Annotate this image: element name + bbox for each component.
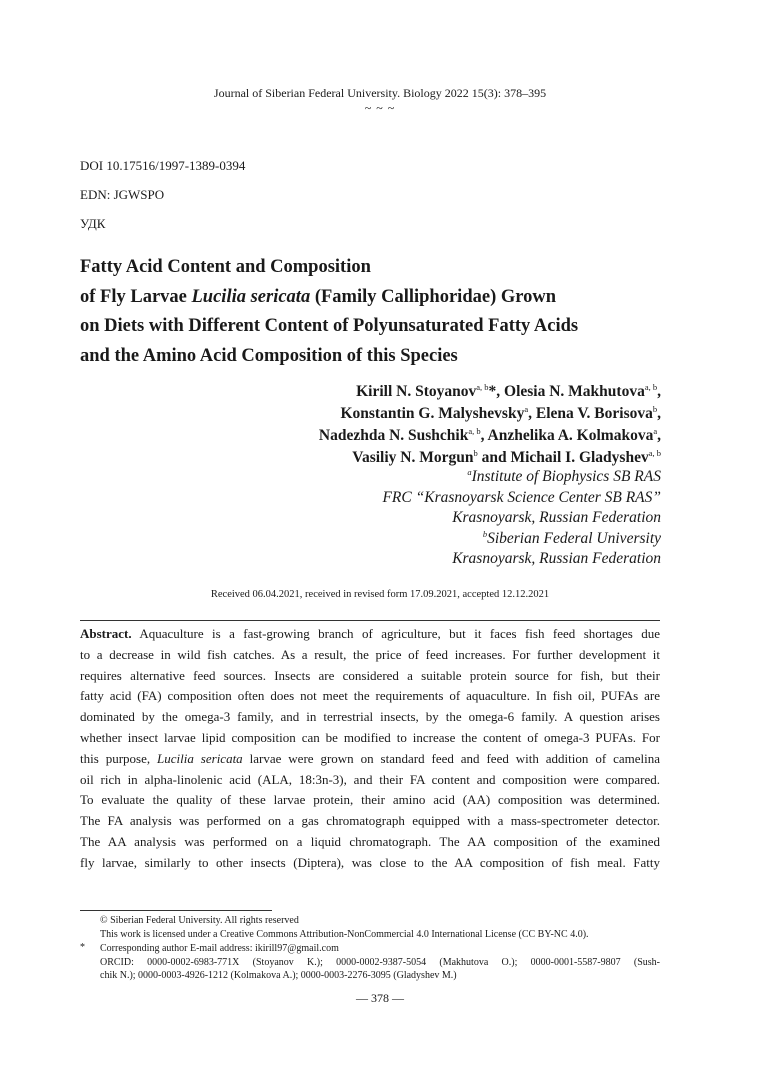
orcid-line-2: chik N.); 0000-0003-4926-1212 (Kolmakova A.); 0000-0003-2276-3095 (Gladyshev M.) bbox=[100, 970, 457, 981]
affiliation-mark: b bbox=[473, 448, 478, 458]
footnote-rule bbox=[80, 910, 272, 911]
species-name: Lucilia sericata bbox=[157, 750, 243, 766]
title-text: (Family Calliphoridae) Grown bbox=[310, 286, 557, 307]
affiliation-list bbox=[382, 467, 661, 570]
affiliation-mark: a, b bbox=[468, 426, 481, 436]
abstract-line bbox=[80, 624, 660, 645]
affiliation-a-line-3: Krasnoyarsk, Russian Federation bbox=[452, 509, 661, 526]
journal-citation: Journal of Siberian Federal University. Biology 2022 15(3): 378–395 bbox=[213, 86, 547, 100]
author-line-4 bbox=[319, 447, 661, 469]
abstract-line: to a decrease in wild fish catches. As a result, the price of feed increases. For further development it bbox=[80, 646, 660, 662]
author-name: Vasiliy N. Morgun bbox=[352, 449, 474, 466]
affiliation-a bbox=[382, 467, 661, 488]
title-line-4: and the Amino Acid Composition of this Species bbox=[80, 345, 458, 366]
abstract-rule bbox=[80, 620, 660, 621]
udk: УДК bbox=[80, 216, 106, 231]
separator: and bbox=[477, 449, 511, 466]
affiliation-mark: b bbox=[482, 528, 488, 539]
abstract-line: The AA analysis was performed on a liquid chromatograph. The AA composition of the examined bbox=[80, 833, 660, 849]
title-text: of Fly Larvae bbox=[80, 286, 192, 307]
title-line-1: Fatty Acid Content and Composition bbox=[80, 257, 371, 277]
abstract-line: requires alternative feed sources. Insects are considered a suitable protein source for fish, but their bbox=[80, 667, 660, 683]
affiliation-mark: a bbox=[467, 467, 472, 477]
species-name: Lucilia sericata bbox=[191, 286, 311, 307]
author-list bbox=[319, 381, 661, 469]
abstract-line: dominated by the omega-3 family, and in terrestrial insects, by the omega-6 family. A question arises bbox=[80, 709, 660, 725]
header-separator: ~ ~ ~ bbox=[364, 101, 396, 115]
separator: , bbox=[657, 427, 661, 444]
author-name: Nadezhda N. Sushchik bbox=[318, 427, 469, 444]
separator: , bbox=[496, 383, 501, 400]
page-number: — 378 — bbox=[356, 991, 404, 1005]
affiliation-mark: a, b bbox=[644, 382, 658, 392]
edn: EDN: JGWSPO bbox=[80, 187, 165, 202]
author-name: Kirill N. Stoyanov bbox=[356, 383, 477, 400]
abstract-line bbox=[80, 749, 660, 770]
abstract-text: this purpose, bbox=[80, 750, 158, 766]
separator: , bbox=[657, 383, 661, 400]
corresponding-email: Corresponding author E-mail address: ikirill97@gmail.com bbox=[100, 943, 339, 954]
author-line-1 bbox=[319, 381, 661, 403]
title-line-2 bbox=[80, 283, 680, 313]
author-name: Konstantin G. Malyshevsky bbox=[340, 405, 525, 422]
title-line-3: on Diets with Different Content of Polyunsaturated Fatty Acids bbox=[80, 316, 579, 336]
abstract-line: oil rich in alpha-linolenic acid (ALA, 18:3n-3), and their FA content and composition were compared. bbox=[80, 771, 660, 787]
affiliation-mark: a, b bbox=[476, 382, 489, 392]
abstract-line: The FA analysis was performed on a gas chromatograph equipped with a mass-spectrometer detector. bbox=[80, 813, 660, 829]
author-line-2 bbox=[319, 403, 661, 425]
abstract-label: Abstract. bbox=[80, 626, 132, 641]
affiliation-text: Siberian Federal University bbox=[487, 529, 661, 547]
doi: DOI 10.17516/1997-1389-0394 bbox=[80, 158, 246, 173]
abstract bbox=[80, 624, 660, 874]
affiliation-mark: b bbox=[652, 404, 658, 414]
abstract-text: larvae were grown on standard feed and feed with addition of camelina bbox=[242, 750, 660, 766]
license-notice: This work is licensed under a Creative Commons Attribution-NonCommercial 4.0 International License (CC BY-NC 4.0). bbox=[100, 928, 589, 940]
article-title bbox=[80, 253, 680, 371]
abstract-text: Aquaculture is a fast-growing branch of agriculture, but it faces fish feed shortages due bbox=[131, 626, 660, 641]
corresponding-mark: * bbox=[80, 942, 85, 953]
affiliation-b bbox=[382, 529, 661, 550]
author-name: Anzhelika A. Kolmakova bbox=[487, 427, 654, 444]
footnote-license bbox=[100, 914, 660, 941]
affiliation-text: Institute of Biophysics SB RAS bbox=[471, 468, 661, 485]
abstract-line: fatty acid (FA) composition often does not meet the requirements of aquaculture. In fish oil, PUFAs are bbox=[80, 688, 660, 704]
corresponding-mark: * bbox=[488, 383, 497, 400]
affiliation-mark: a bbox=[524, 404, 529, 414]
footnote-contact bbox=[100, 942, 660, 983]
author-name: Elena V. Borisova bbox=[535, 405, 653, 422]
abstract-line: whether insect larvae lipid composition can be modified to increase the content of omega-3 PUFAs. For bbox=[80, 729, 660, 745]
author-name: Olesia N. Makhutova bbox=[504, 383, 645, 400]
received-dates: Received 06.04.2021, received in revised form 17.09.2021, accepted 12.12.2021 bbox=[210, 589, 550, 600]
separator: , bbox=[528, 405, 532, 422]
affiliation-b-line-2: Krasnoyarsk, Russian Federation bbox=[452, 550, 661, 567]
affiliation-mark: a, b bbox=[648, 448, 661, 458]
abstract-line: fly larvae, similarly to other insects (Diptera), was close to the AA composition of fish meal. Fatty bbox=[80, 854, 660, 870]
affiliation-mark: a bbox=[653, 426, 658, 436]
orcid-line-1: ORCID: 0000-0002-6983-771X (Stoyanov K.); 0000-0002-9387-5054 (Makhutova O.); 0000-0001-5587-9807 (Sush- bbox=[100, 956, 660, 968]
author-name: Michail I. Gladyshev bbox=[510, 449, 649, 466]
abstract-line: To evaluate the quality of these larvae protein, their amino acid (AA) composition was determined. bbox=[80, 792, 660, 808]
author-line-3 bbox=[319, 425, 661, 447]
affiliation-a-line-2: FRC “Krasnoyarsk Science Center SB RAS” bbox=[382, 488, 661, 506]
copyright-notice: © Siberian Federal University. All rights reserved bbox=[100, 915, 299, 926]
separator: , bbox=[480, 427, 485, 444]
separator: , bbox=[657, 405, 661, 422]
